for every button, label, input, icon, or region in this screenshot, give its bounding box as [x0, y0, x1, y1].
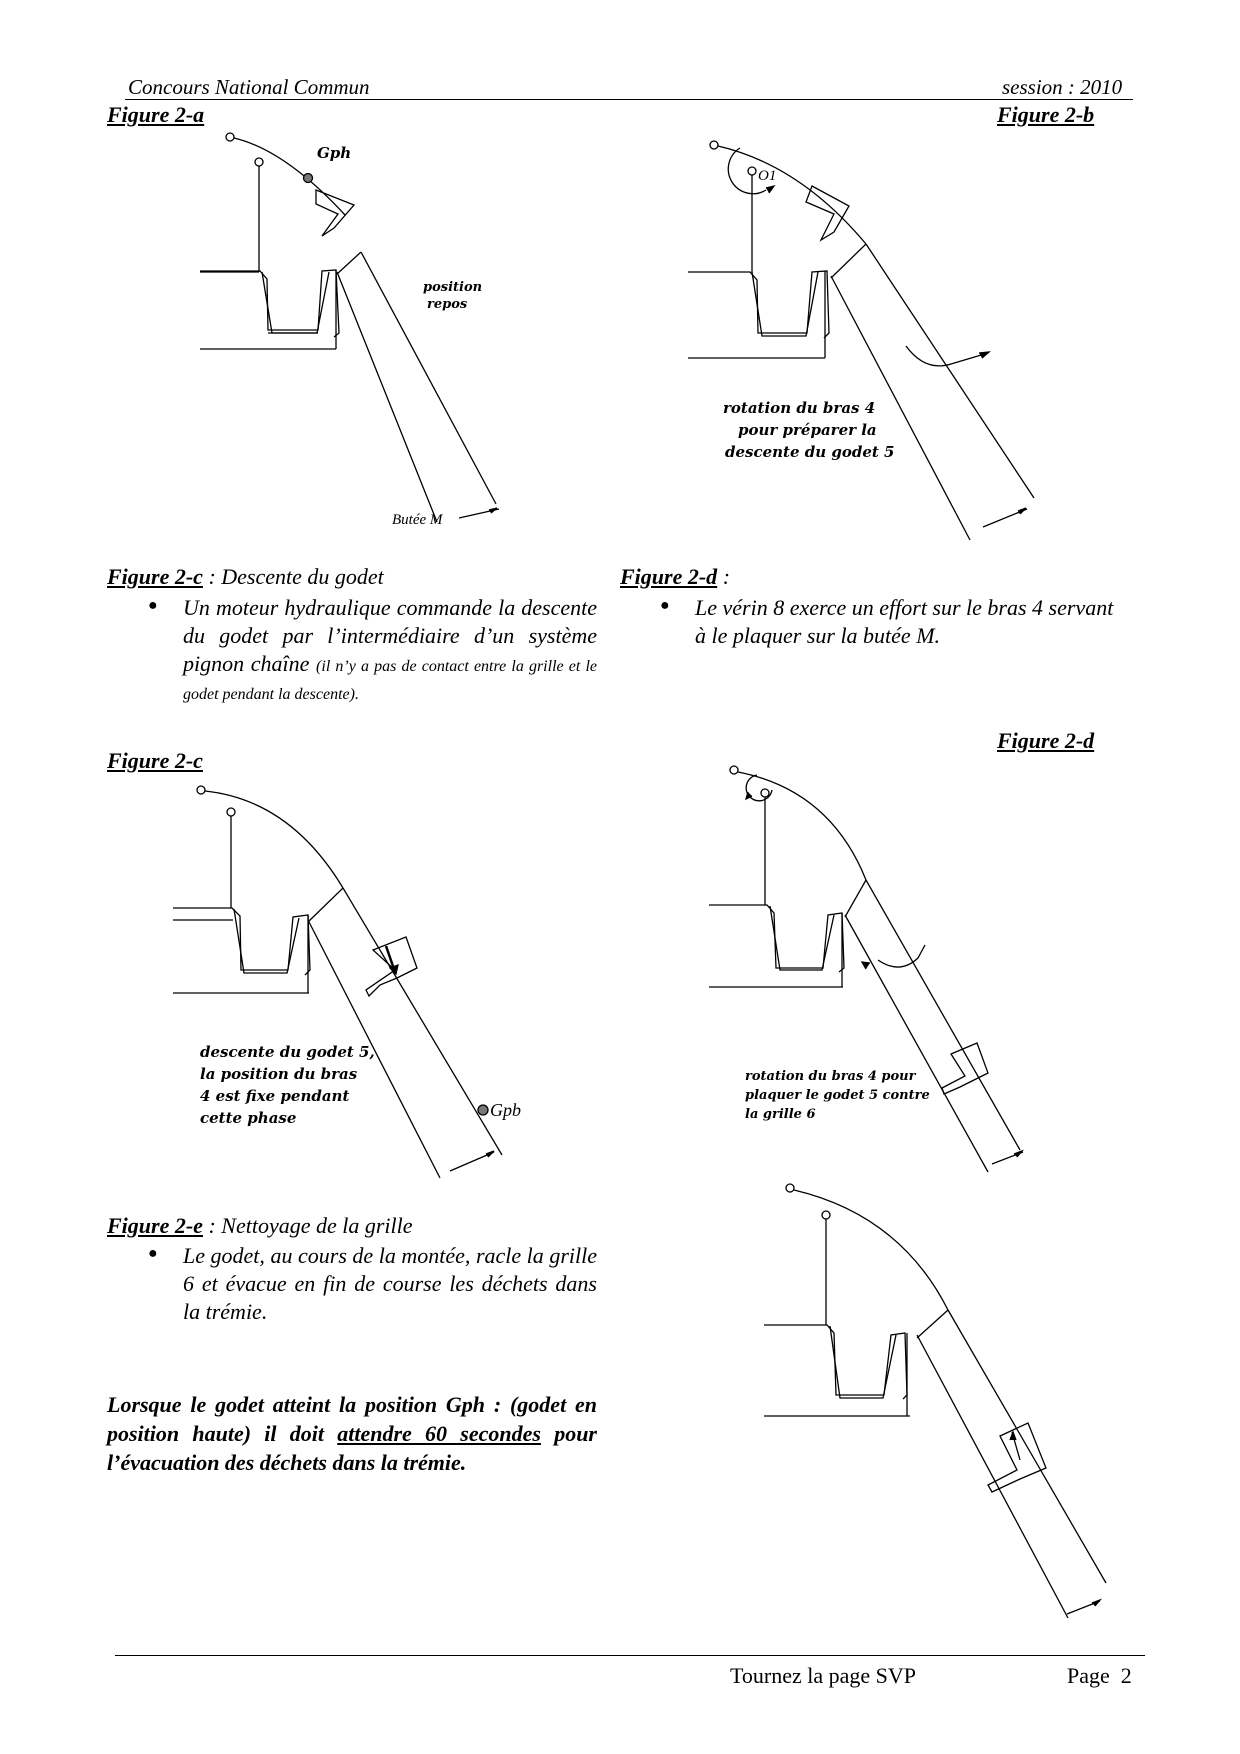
label-gpb: Gpb	[490, 1100, 521, 1120]
section-2e-heading	[107, 1213, 413, 1239]
label-b-line2: pour préparer la	[738, 421, 877, 439]
label-d-line2: plaquer le godet 5 contre	[745, 1088, 930, 1103]
footer-turn-page: Tournez la page SVP	[730, 1663, 917, 1688]
label-o1: O1	[758, 168, 777, 184]
footer-page-number: Page 2	[1067, 1663, 1132, 1688]
label-gph: Gph	[317, 144, 352, 162]
header-left: Concours National Commun	[128, 75, 370, 99]
section-2d-bullet: Le vérin 8 exerce un effort sur le bras 4 servant à le plaquer sur la butée M.	[695, 595, 1114, 648]
waiting-note-part1: Lorsque le godet atteint la position Gph : (godet en position haute) il doit	[107, 1392, 597, 1446]
section-2c-bullet-dot: ●	[148, 597, 158, 614]
figure-2b-title: Figure 2-b	[997, 102, 1095, 127]
label-butee-m: Butée M	[392, 512, 443, 528]
label-c-line2: la position du bras	[200, 1065, 358, 1083]
section-2e-bullet: Le godet, au cours de la montée, racle la grille 6 et évacue en fin de course les déchets dans la trémie.	[183, 1243, 597, 1324]
label-c-line1: descente du godet 5,	[200, 1043, 375, 1061]
label-b-line3: descente du godet 5	[725, 443, 895, 461]
label-position: position	[423, 280, 483, 295]
section-2d-title: Figure 2-d	[620, 564, 718, 589]
footer-rule	[115, 1655, 1145, 1656]
section-2e-caption: : Nettoyage de la grille	[202, 1213, 413, 1238]
figure-2d-title: Figure 2-d	[997, 728, 1095, 753]
section-2c-title: Figure 2-c	[107, 564, 203, 589]
section-2c-note: (il n’y a pas de contact entre la grille et le godet pendant la descente).	[183, 658, 597, 703]
label-d-line3: la grille 6	[745, 1107, 816, 1122]
label-c-line3: 4 est fixe pendant	[200, 1087, 350, 1105]
waiting-note-part2: pour l’évacuation des déchets dans la trémie.	[107, 1421, 597, 1475]
label-c-line4: cette phase	[200, 1109, 297, 1127]
section-2c-caption: : Descente du godet	[202, 564, 384, 589]
waiting-note-underlined: attendre 60 secondes	[337, 1421, 541, 1446]
figure-2c-title: Figure 2-c	[107, 748, 203, 773]
waiting-note	[107, 1390, 597, 1477]
label-d-line1: rotation du bras 4 pour	[745, 1069, 916, 1084]
header-right: session : 2010	[1002, 75, 1123, 99]
section-2c-bullet-text: Un moteur hydraulique commande la descente du godet par l’intermédiaire d’un système pignon chaîne	[183, 595, 597, 676]
label-b-line1: rotation du bras 4	[723, 399, 876, 417]
label-repos: repos	[427, 297, 468, 312]
figure-2a-title: Figure 2-a	[107, 102, 205, 127]
section-2e-title: Figure 2-e	[107, 1213, 203, 1238]
section-2d-caption: :	[717, 564, 731, 589]
section-2e-bullet-dot: ●	[148, 1245, 158, 1262]
section-2d-bullet-dot: ●	[660, 597, 670, 614]
